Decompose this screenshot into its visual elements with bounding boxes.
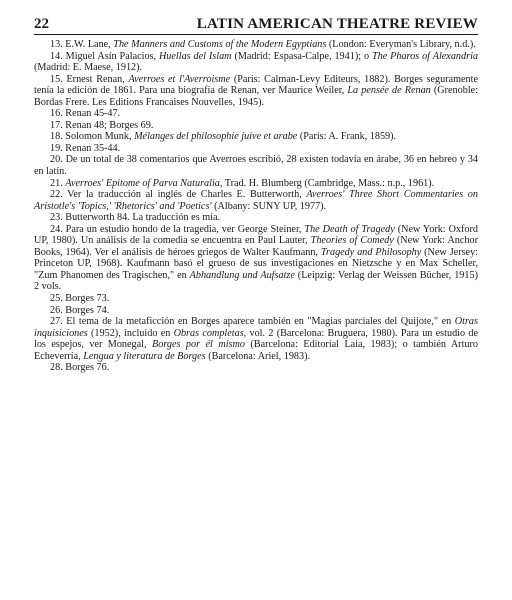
endnote-title: The Manners and Customs of the Modern Egyptians [113,39,327,50]
endnote [34,316,478,362]
endnote-text: (Barcelona: Ariel, 1983). [205,350,311,362]
endnote [34,212,478,224]
endnote [34,120,478,132]
endnote-title: Averroes' Epitome of Parva Naturalia [65,177,220,189]
running-header [34,16,478,35]
endnote-text: (Paris: A. Frank, 1859). [297,131,397,143]
endnote [34,305,478,317]
endnote-title: The Pharos of Alexandria [371,50,479,62]
endnote-text: (Barcelona: Editorial Laia, 1983); o también Arturo Echeverría, [34,339,478,362]
endnote-title: Mélanges del philosophie juive et arabe [134,131,298,143]
endnote [34,51,478,74]
endnote-title: Lengua y literatura de Borges [83,350,206,362]
endnote-title: Otras inquisiciones [34,316,478,339]
endnote-text: 22. Ver la traducción al inglés de Charles E. Butterworth, [50,189,307,201]
endnote-title: Obras completas [173,327,244,339]
document-page [34,16,478,374]
journal-title: LATIN AMERICAN THEATRE REVIEW [196,16,478,32]
endnote [34,154,478,177]
endnote-text: , Trad. H. Blumberg (Cambridge, Mass.: n.p., 1961). [219,177,435,189]
endnote-text: 18. Solomon Munk, [50,131,135,143]
endnote-text: 17. Renan 48; Borges 69. [50,119,154,131]
endnote-text: 16. Renan 45-47. [50,108,121,120]
endnote-text: 25. Borges 73. [50,293,110,305]
endnote [34,224,478,293]
endnote-text: (New York: Anchor Books, 1964). Ver el análisis de héroes griegos de Walter Kaufmann, [34,235,478,258]
endnote-text: (New Jersey: Princeton UP, 1968). Kaufmann basó el grueso de sus investigaciones en Nietzsche y en Max Scheller, "Zum Phanomen des Tragischen," en [34,246,478,281]
endnote-title: La pensée de Renan [347,85,431,97]
endnotes-list [34,39,478,374]
endnote-title: Tragedy and Philosophy [320,246,422,258]
endnote-text: 27. El tema de la metaficción en Borges aparece también en "Magias parciales del Quijote," en [50,316,455,328]
endnote-text: (London: Everyman's Library, n.d.). [326,39,476,50]
endnote [34,108,478,120]
endnote-text: 24. Para un estudio hondo de la tragedia, ver George Steiner, [50,223,305,235]
endnote-text: 26. Borges 74. [50,304,110,316]
endnote [34,362,478,374]
endnote [34,74,478,109]
endnote-title: Borges por él mismo [152,339,245,351]
endnote-text: 20. De un total de 38 comentarios que Averroes escribió, 28 existen todavía en árabe, 36 en hebreo y 34 en latín. [34,154,478,178]
endnote-text: (1952), incluido en [87,327,174,339]
endnote [34,131,478,143]
page-number: 22 [34,16,49,32]
endnote-text: 15. Ernest Renan, [50,73,129,85]
endnote-text: 21. [50,177,66,189]
endnote-title: Abhandlung und Aufsatze [189,269,295,281]
endnote-text: (Paris: Calman-Levy Editeurs, 1882). Borges seguramente tenía la edición de 1861. Para una biografía de Renan, ver Maurice Weiler, [34,73,479,97]
endnote-title: Averroes et l'Averroisme [128,73,231,85]
endnote-text: 19. Renan 35-44. [50,142,121,154]
endnote-text: , vol. 2 (Barcelona: Bruguera, 1980). Para un estudio de los espejos, ver Monegal, [34,327,478,351]
endnote-title: Huellas del Islam [158,50,232,62]
endnote [34,143,478,155]
endnote-text: (Madrid: Espasa-Calpe, 1941); o [231,50,372,62]
endnote-text: 13. E.W. Lane, [50,39,114,50]
endnote-text: 14. Miguel Asín Palacios, [50,50,159,62]
endnote-text: 23. Butterworth 84. La traducción es mía. [50,212,221,224]
endnote-text: 28. Borges 76. [50,362,110,374]
endnote-title: Averroes' Three Short Commentaries on Aristotle's 'Topics,' 'Rhetorics' and 'Poetics' [34,189,478,212]
endnote-text: (New York: Oxford UP, 1980). Un análisis de la comedia se encuentra en Paul Lauter, [34,223,478,247]
endnote-text: (Madrid: E. Maese, 1912). [34,62,143,74]
endnote-title: Theories of Comedy [310,235,394,247]
endnote-title: The Death of Tragedy [304,223,395,235]
endnote-text: (Leipzig: Verlag der Weissen Bücher, 1915) 2 vols. [34,269,478,293]
endnote-text: (Albany: SUNY UP, 1977). [211,200,327,212]
endnote [34,189,478,212]
endnote [34,178,478,190]
endnote [34,293,478,305]
endnote-text: (Grenoble: Bordas Frere. Les Editions Francaises Nouvelles, 1945). [34,85,478,108]
endnote [34,39,478,51]
